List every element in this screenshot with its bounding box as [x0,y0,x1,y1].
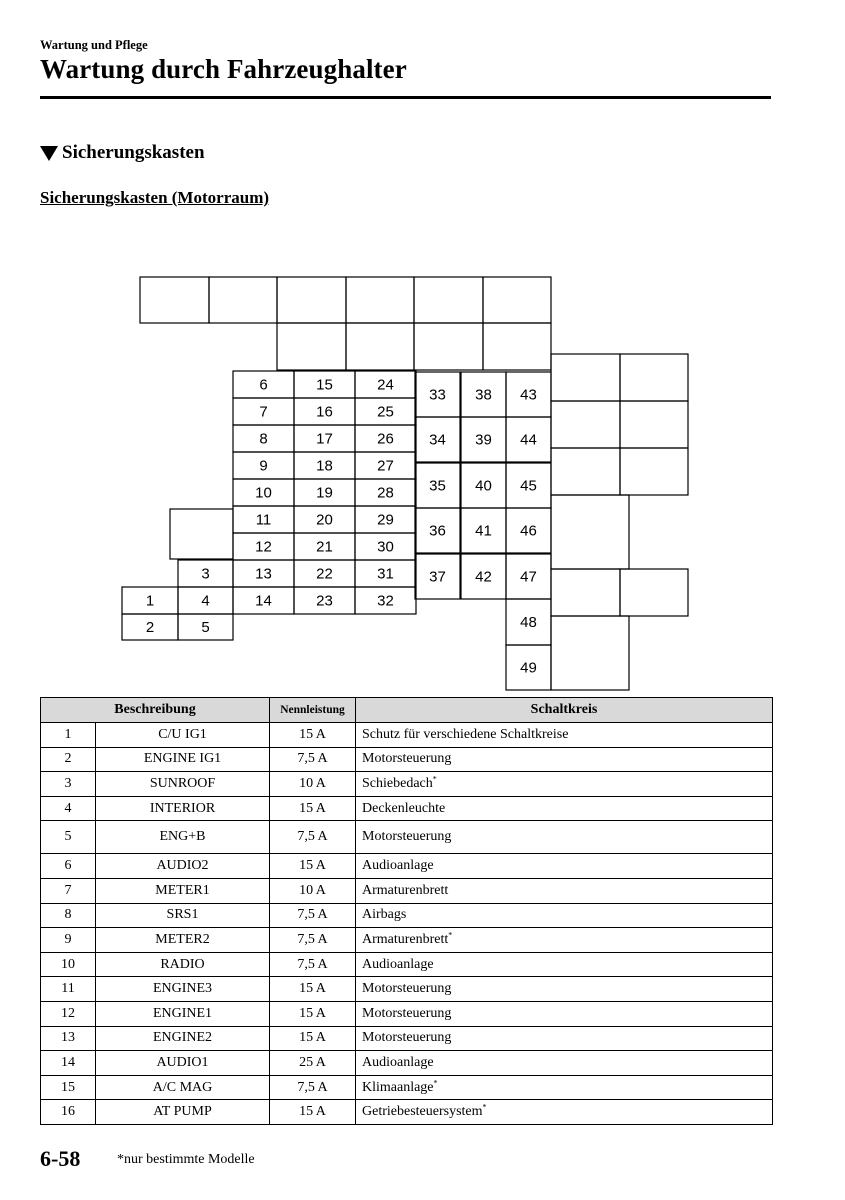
header-description: Beschreibung [41,698,270,723]
fuse-slot-number: 28 [377,484,394,502]
table-row [41,1051,773,1076]
fuse-name [96,1026,270,1051]
fuse-number-text: 1 [64,726,72,742]
fuse-rating [270,723,356,748]
fuse-number [41,1051,96,1076]
fuse-name-text: A/C MAG [152,1079,213,1095]
fuse-rating [270,1001,356,1026]
table-row [41,1075,773,1100]
table-row [41,821,773,854]
fuse-rating [270,747,356,772]
fuse-number [41,903,96,928]
fuse-slot-number: 26 [377,430,394,448]
fuse-slot-number: 18 [316,457,333,475]
fuse-slot-number: 39 [475,431,492,449]
table-row [41,796,773,821]
fuse-rating [270,903,356,928]
fuse-rating [270,1026,356,1051]
fuse-circuit-text: Motorsteuerung [362,981,452,997]
fuse-slot-number: 19 [316,484,333,502]
fuse-name [96,878,270,903]
fuse-circuit [356,747,773,772]
fuse-rating-text: 15 A [299,726,326,742]
subsection-title: Sicherungskasten [62,142,205,163]
fuse-slot-number: 13 [255,565,272,583]
fuse-number [41,977,96,1002]
fuse-number-text: 3 [64,775,72,791]
table-row [41,772,773,797]
fuse-rating [270,1100,356,1125]
fuse-circuit [356,1051,773,1076]
fuse-slot-number: 3 [201,565,210,583]
fuse-table [40,697,773,1125]
fuse-slot-number: 45 [520,477,537,495]
fuse-name [96,1100,270,1125]
fuse-name-text: SUNROOF [149,775,216,791]
table-row [41,903,773,928]
fuse-name-text: C/U IG1 [158,726,207,742]
fuse-circuit-text: Deckenleuchte [362,800,446,816]
fuse-circuit [356,1075,773,1100]
fuse-circuit [356,928,773,953]
fuse-slot-number: 25 [377,403,394,421]
fuse-circuit-text: Motorsteuerung [362,829,452,845]
fuse-rating-text: 15 A [299,800,326,816]
fuse-rating-text: 7,5 A [297,956,328,972]
fuse-slot-number: 15 [316,376,333,394]
table-row [41,1001,773,1026]
fuse-number-text: 10 [61,956,75,972]
footnote-mark: * [433,1077,438,1087]
fuse-circuit-text: Getriebesteuersystem [362,1104,483,1120]
fuse-circuit-text: Motorsteuerung [362,1005,452,1021]
fuse-number-text: 16 [61,1104,75,1120]
fuse-circuit-text: Audioanlage [362,858,434,874]
fuse-slot-number: 49 [520,659,537,677]
footnote: *nur bestimmte Modelle [117,1152,255,1167]
fuse-number [41,747,96,772]
fuse-slot-number: 4 [201,592,210,610]
fuse-slot-number: 20 [316,511,333,529]
fuse-slot-number: 31 [377,565,394,583]
table-row [41,952,773,977]
header-rating: Nennleistung [270,698,356,723]
fuse-number [41,878,96,903]
fuse-circuit-text: Armaturenbrett [362,931,449,947]
fuse-rating [270,952,356,977]
page-title: Wartung durch Fahrzeughalter [40,54,407,84]
fuse-name-text: METER1 [155,882,210,898]
table-row [41,1026,773,1051]
fuse-number [41,796,96,821]
fuse-number-text: 2 [64,751,72,767]
fuse-slot-number: 40 [475,477,492,495]
fuse-name-text: ENGINE IG1 [143,751,222,767]
fuse-rating-text: 7,5 A [297,931,328,947]
footnote-mark: * [448,930,453,940]
fuse-name-text: SRS1 [166,907,199,923]
header-circuit: Schaltkreis [356,698,773,723]
fuse-name-text: INTERIOR [149,800,216,816]
fuse-number [41,1001,96,1026]
fuse-circuit-text: Schiebedach [362,775,433,791]
footnote-mark: * [482,1102,487,1112]
fuse-circuit-text: Audioanlage [362,956,434,972]
fuse-number-text: 15 [61,1079,75,1095]
fuse-name-text: AT PUMP [153,1104,212,1120]
fuse-name-text: ENGINE2 [152,1030,213,1046]
fuse-slot-number: 30 [377,538,394,556]
fuse-rating-text: 7,5 A [297,751,328,767]
fuse-number [41,928,96,953]
fuse-number [41,821,96,854]
fuse-name [96,772,270,797]
fuse-table-header [41,698,773,723]
fuse-circuit [356,977,773,1002]
table-row [41,747,773,772]
fuse-rating-text: 15 A [299,1104,326,1120]
table-row [41,928,773,953]
fuse-number [41,772,96,797]
fuse-slot-number: 34 [429,431,446,449]
fuse-circuit [356,723,773,748]
fuse-rating-text: 25 A [299,1054,326,1070]
fuse-rating [270,1075,356,1100]
fuse-number-text: 9 [64,931,72,947]
fuse-circuit [356,1026,773,1051]
table-row [41,1100,773,1125]
fuse-rating [270,772,356,797]
fuse-rating-text: 15 A [299,858,326,874]
fuse-rating-text: 10 A [299,775,326,791]
fuse-name [96,723,270,748]
fuse-rating [270,854,356,879]
fuse-slot-number: 6 [259,376,268,394]
fuse-circuit-text: Motorsteuerung [362,1030,452,1046]
fuse-circuit [356,952,773,977]
fuse-rating [270,1051,356,1076]
table-row [41,854,773,879]
fuse-name [96,1001,270,1026]
fuse-rating [270,878,356,903]
fuse-name [96,854,270,879]
fuse-name-text: AUDIO2 [156,858,209,874]
fuse-slot-number: 44 [520,431,537,449]
table-row [41,878,773,903]
fuse-slot-number: 41 [475,522,492,540]
fuse-slot-number: 2 [145,619,155,636]
fuse-circuit [356,796,773,821]
fuse-slot-number: 9 [259,457,268,475]
subsubsection-heading: Sicherungskasten (Motorraum) [40,188,270,207]
fuse-slot-number: 12 [255,538,272,556]
fuse-slot-number: 7 [259,403,268,421]
fuse-slot-number: 11 [255,511,272,529]
fuse-number-text: 14 [61,1054,75,1070]
fuse-name [96,1075,270,1100]
fuse-slot-number: 24 [377,376,394,394]
fuse-rating-text: 10 A [299,882,326,898]
fuse-rating-text: 15 A [299,1005,326,1021]
fuse-name-text: ENGINE3 [152,981,213,997]
fuse-name [96,903,270,928]
fuse-slot-number: 8 [259,430,268,448]
fuse-table-body [41,723,773,1125]
fuse-number [41,854,96,879]
fuse-slot-number: 47 [520,568,537,586]
fuse-rating [270,977,356,1002]
table-row [41,977,773,1002]
fuse-name [96,1051,270,1076]
fuse-slot-number: 37 [429,568,446,586]
fuse-name-text: AUDIO1 [156,1054,209,1070]
fuse-slot-number: 35 [429,477,446,495]
fuse-rating-text: 15 A [299,1030,326,1046]
fuse-number [41,1100,96,1125]
fuse-slot-number: 33 [429,386,446,404]
section-kicker: Wartung und Pflege [40,38,148,52]
page-number: 6-58 [40,1146,81,1171]
fuse-slot-number: 27 [377,457,394,475]
fuse-name-text: ENGINE1 [152,1005,213,1021]
fuse-rating [270,796,356,821]
fuse-circuit [356,821,773,854]
fuse-circuit [356,903,773,928]
fuse-rating [270,928,356,953]
fuse-circuit-text: Schutz für verschiedene Schaltkreise [362,726,569,742]
fuse-box-outline [140,277,688,690]
fuse-rating [270,821,356,854]
fuse-circuit [356,772,773,797]
fuse-circuit [356,1001,773,1026]
fuse-number-text: 4 [64,800,72,816]
fuse-number [41,1075,96,1100]
fuse-cells [122,371,551,690]
fuse-slot-number: 21 [316,538,333,556]
fuse-circuit-text: Audioanlage [362,1054,434,1070]
fuse-number [41,1026,96,1051]
fuse-slot-number: 46 [520,522,537,540]
fuse-number-text: 11 [61,981,75,997]
fuse-name-text: ENG+B [159,829,206,845]
fuse-rating-text: 15 A [299,981,326,997]
fuse-slot-number: 17 [316,430,333,448]
fuse-slot-number: 23 [316,592,333,610]
fuse-circuit-text: Klimaanlage [362,1079,434,1095]
fuse-number-text: 13 [61,1030,75,1046]
fuse-number-text: 5 [64,829,72,845]
fuse-name [96,977,270,1002]
fuse-name [96,796,270,821]
fuse-name-text: METER2 [155,931,210,947]
fuse-slot-number: 38 [475,386,492,404]
fuse-circuit [356,878,773,903]
fuse-number-text: 7 [64,882,72,898]
fuse-circuit-text: Motorsteuerung [362,751,452,767]
footnote-mark: * [432,774,437,784]
table-row [41,723,773,748]
fuse-name-text: RADIO [160,956,205,972]
fuse-name [96,952,270,977]
fuse-slot-number: 5 [201,619,210,636]
fuse-slot-number: 29 [377,511,394,529]
fuse-slot-number: 1 [145,592,155,610]
fuse-number-text: 12 [61,1005,75,1021]
fuse-number-text: 6 [64,858,72,874]
fuse-circuit [356,854,773,879]
fuse-number [41,723,96,748]
fuse-slot-number: 10 [255,484,272,502]
fuse-rating-text: 7,5 A [297,1079,328,1095]
fuse-number-text: 8 [64,907,72,923]
fuse-circuit-text: Airbags [362,907,407,923]
fuse-slot-number: 36 [429,522,446,540]
fuse-slot-number: 14 [255,592,272,610]
fuse-name [96,928,270,953]
fuse-slot-number: 48 [520,614,537,631]
fuse-rating-text: 7,5 A [297,829,328,845]
fuse-slot-number: 16 [316,403,333,421]
fuse-rating-text: 7,5 A [297,907,328,923]
fuse-circuit [356,1100,773,1125]
fuse-number [41,952,96,977]
fuse-slot-number: 43 [520,386,537,404]
fuse-slot-number: 42 [475,568,492,586]
fuse-slot-number: 22 [316,565,333,583]
fuse-slot-number: 32 [377,592,394,610]
fuse-name [96,821,270,854]
fuse-circuit-text: Armaturenbrett [362,882,449,898]
fuse-name [96,747,270,772]
